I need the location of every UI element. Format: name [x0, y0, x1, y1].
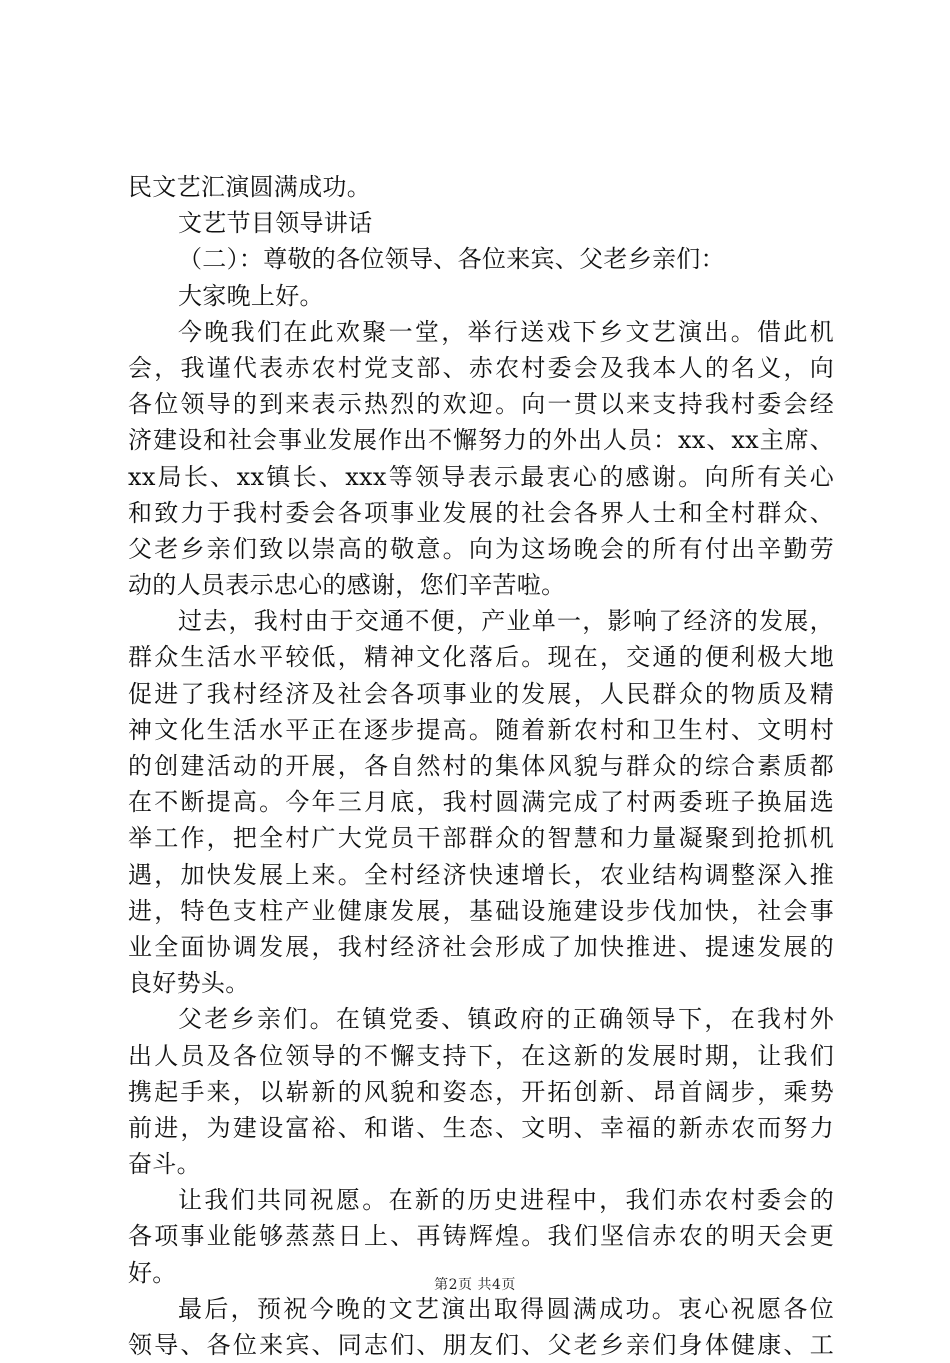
text-line: 和致力于我村委会各项事业发展的社会各界人士和全村群众、: [128, 498, 834, 527]
text-line: 携起手来，以崭新的风貌和姿态，开拓创新、昂首阔步，乘势: [128, 1077, 834, 1106]
text-line: 出人员及各位领导的不懈支持下，在这新的发展时期，让我们: [128, 1041, 834, 1070]
text-line: （二）：尊敬的各位领导、各位来宾、父老乡亲们：: [178, 245, 725, 274]
text-line: 父老乡亲们致以崇高的敬意。向为这场晚会的所有付出辛勤劳: [128, 534, 834, 563]
text-line: 好。: [128, 1258, 177, 1287]
text-line: 神文化生活水平正在逐步提高。随着新农村和卫生村、文明村: [128, 715, 834, 744]
page-number-footer: 第2页 共4页: [434, 1277, 516, 1293]
text-line: 前进，为建设富裕、和谐、生态、文明、幸福的新赤农而努力: [128, 1113, 834, 1142]
text-line: 让我们共同祝愿。在新的历史进程中，我们赤农村委会的: [178, 1186, 834, 1215]
text-line: 群众生活水平较低，精神文化落后。现在，交通的便利极大地: [128, 643, 834, 672]
text-line: 进，特色支柱产业健康发展，基础设施建设步伐加快，社会事: [128, 896, 834, 925]
text-line: 动的人员表示忠心的感谢，您们辛苦啦。: [128, 571, 566, 600]
text-line: 大家晚上好。: [178, 281, 324, 310]
text-line: 举工作，把全村广大党员干部群众的智慧和力量凝聚到抢抓机: [128, 824, 834, 853]
text-line: 今晚我们在此欢聚一堂，举行送戏下乡文艺演出。借此机: [178, 317, 834, 346]
text-line: 父老乡亲们。在镇党委、镇政府的正确领导下，在我村外: [178, 1005, 834, 1034]
text-line: 促进了我村经济及社会各项事业的发展，人民群众的物质及精: [128, 679, 834, 708]
text-line: 济建设和社会事业发展作出不懈努力的外出人员：xx、xx主席、: [128, 426, 834, 455]
text-line: 在不断提高。今年三月底，我村圆满完成了村两委班子换届选: [128, 788, 834, 817]
text-line: xx局长、xx镇长、xxx等领导表示最衷心的感谢。向所有关心: [128, 462, 834, 491]
text-line: 各位领导的到来表示热烈的欢迎。向一贯以来支持我村委会经: [128, 390, 834, 419]
text-line: 各项事业能够蒸蒸日上、再铸辉煌。我们坚信赤农的明天会更: [128, 1222, 834, 1251]
text-line: 过去，我村由于交通不便，产业单一，影响了经济的发展，: [178, 607, 834, 636]
text-line: 业全面协调发展，我村经济社会形成了加快推进、提速发展的: [128, 932, 834, 961]
text-line: 的创建活动的开展，各自然村的集体风貌与群众的综合素质都: [128, 752, 834, 780]
text-line: 领导、各位来宾、同志们、朋友们、父老乡亲们身体健康、工: [128, 1331, 834, 1359]
text-line: 奋斗。: [128, 1150, 201, 1179]
text-line: 良好势头。: [128, 969, 250, 998]
text-line: 会，我谨代表赤农村党支部、赤农村委会及我本人的名义，向: [128, 353, 834, 382]
text-line: 文艺节目领导讲话: [178, 209, 373, 238]
text-line: 最后，预祝今晚的文艺演出取得圆满成功。衷心祝愿各位: [178, 1294, 834, 1323]
document-body: [128, 169, 834, 1363]
text-line: 遇，加快发展上来。全村经济快速增长，农业结构调整深入推: [128, 860, 834, 889]
text-line: 民文艺汇演圆满成功。: [128, 173, 371, 201]
